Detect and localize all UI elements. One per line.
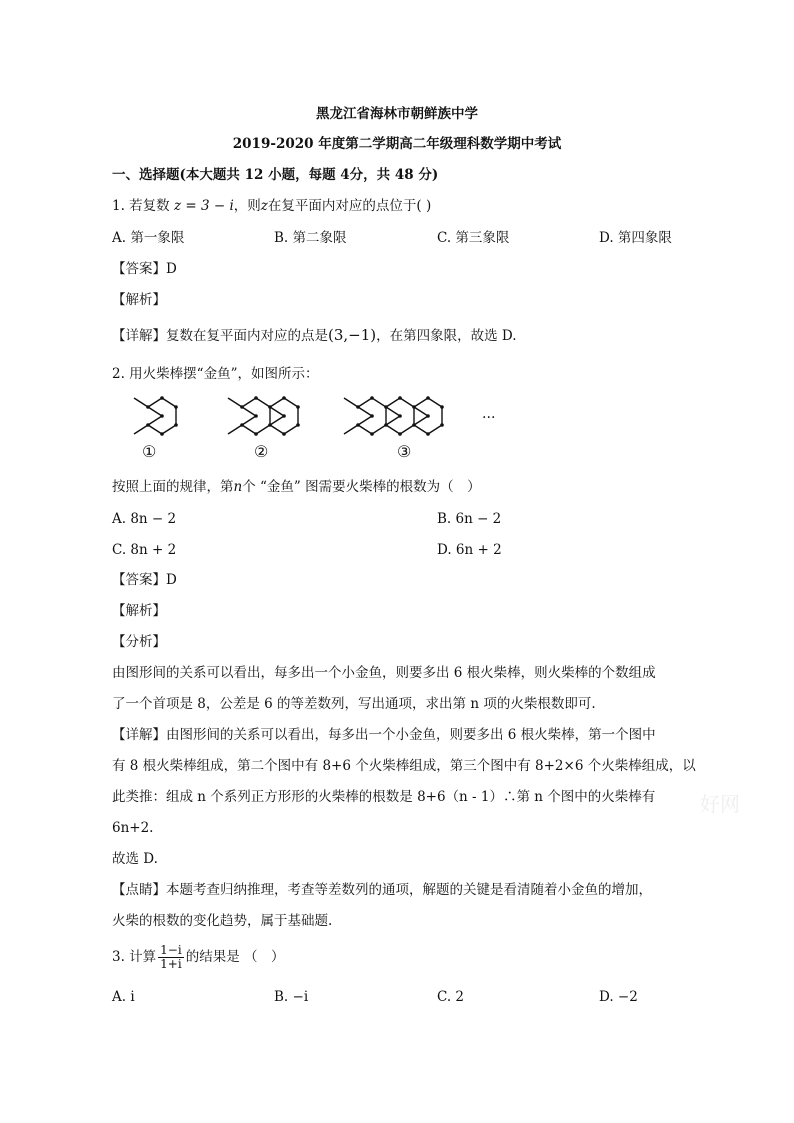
goldfish-figure-1 [128,394,184,438]
q2-detail-line-3: 此类推：组成 n 个系列正方形形的火柴棒的根数是 8+6（n - 1）∴第 n 个图中的火柴棒有 [112,789,656,805]
q2-fenxi-heading: 【分析】 [112,634,166,650]
goldfish-figure-2 [222,394,306,438]
q2-option-a: A. 8n − 2 [112,511,177,527]
q2-fenxi-line-2: 了一个首项是 8，公差是 6 的等差数列，写出通项，求出第 n 项的火柴根数即可. [112,696,596,712]
q3-stem-suffix: 的结果是 （ ） [185,949,285,965]
q3-option-a: A. i [112,989,135,1005]
figure-label-2: ② [254,442,269,461]
q1-stem-mid: ，则 [233,198,261,214]
exam-title: 2019-2020 年度第二学期高二年级理科数学期中考试 [232,136,562,152]
school-title: 黑龙江省海林市朝鲜族中学 [316,106,478,122]
q1-option-b: B. 第二象限 [274,230,347,246]
section-1-title: 一、选择题(本大题共 12 小题，每题 4分，共 48 分) [112,167,439,183]
q2-question [112,477,481,497]
q1-stem-expr: z = 3 − i [173,198,234,214]
q1-option-d: D. 第四象限 [599,230,672,246]
figure-label-1: ① [142,442,157,461]
q3-option-c: C. 2 [437,989,465,1005]
q2-stem: 2. 用火柴棒摆“金鱼”，如图所示： [112,366,319,382]
q1-analysis: 【解析】 [112,292,166,308]
q2-option-c: C. 8n + 2 [112,542,177,558]
q2-option-b: B. 6n − 2 [437,511,502,527]
figure-ellipsis: … [482,406,496,422]
q1-stem-suffix: 在复平面内对应的点位于( ) [267,198,432,214]
q2-option-d: D. 6n + 2 [437,542,502,558]
q2-detail-line-4: 6n+2. [112,820,154,836]
q1-stem [112,196,431,216]
q2-analysis: 【解析】 [112,603,166,619]
q1-detail-suffix: ，在第四象限，故选 D. [376,328,517,344]
q3-fraction-numerator: 1−i [160,943,182,957]
q1-option-a: A. 第一象限 [112,230,185,246]
q2-answer: 【答案】D [112,572,177,588]
q2-question-suffix: 个 “金鱼” 图需要火柴棒的根数为（ ） [242,479,481,495]
q1-option-c: C. 第三象限 [437,230,510,246]
q2-question-var: n [233,479,243,495]
q1-stem-var: z [260,198,268,214]
q3-stem [112,942,285,972]
q1-stem-prefix: 1. 若复数 [112,198,170,214]
q2-comment-line-1: 【点睛】本题考查归纳推理，考查等差数列的通项，解题的关键是看清随着小金鱼的增加， [112,882,652,898]
q2-comment-line-2: 火柴的根数的变化趋势，属于基础题. [112,913,333,929]
q2-question-prefix: 按照上面的规律，第 [112,479,234,495]
q3-stem-prefix: 3. 计算 [112,949,157,965]
q2-detail-line-1: 【详解】由图形间的关系可以看出，每多出一个小金鱼，则要多出 6 根火柴棒，第一个图中 [112,727,656,743]
q1-detail-prefix: 【详解】复数在复平面内对应的点是 [112,328,328,344]
q2-conclusion: 故选 D. [112,851,158,867]
q2-fenxi-line-1: 由图形间的关系可以看出，每多出一个小金鱼，则要多出 6 根火柴棒，则火柴棒的个数组成 [112,665,656,681]
q3-option-d: D. −2 [599,989,638,1005]
q1-detail-point: (3,−1) [328,326,377,344]
goldfish-figure-3 [338,394,450,438]
q1-answer: 【答案】D [112,261,177,277]
q3-fraction [158,944,184,971]
q3-fraction-denominator: 1+i [160,957,182,971]
q1-detail [112,325,517,346]
q2-detail-line-2: 有 8 根火柴棒组成，第二个图中有 8+6 个火柴棒组成，第三个图中有 8+2×6 个火柴棒组成，以 [112,758,696,774]
q3-option-b: B. −i [274,989,309,1005]
watermark: 好网 [700,792,740,816]
figure-label-3: ③ [397,442,412,461]
